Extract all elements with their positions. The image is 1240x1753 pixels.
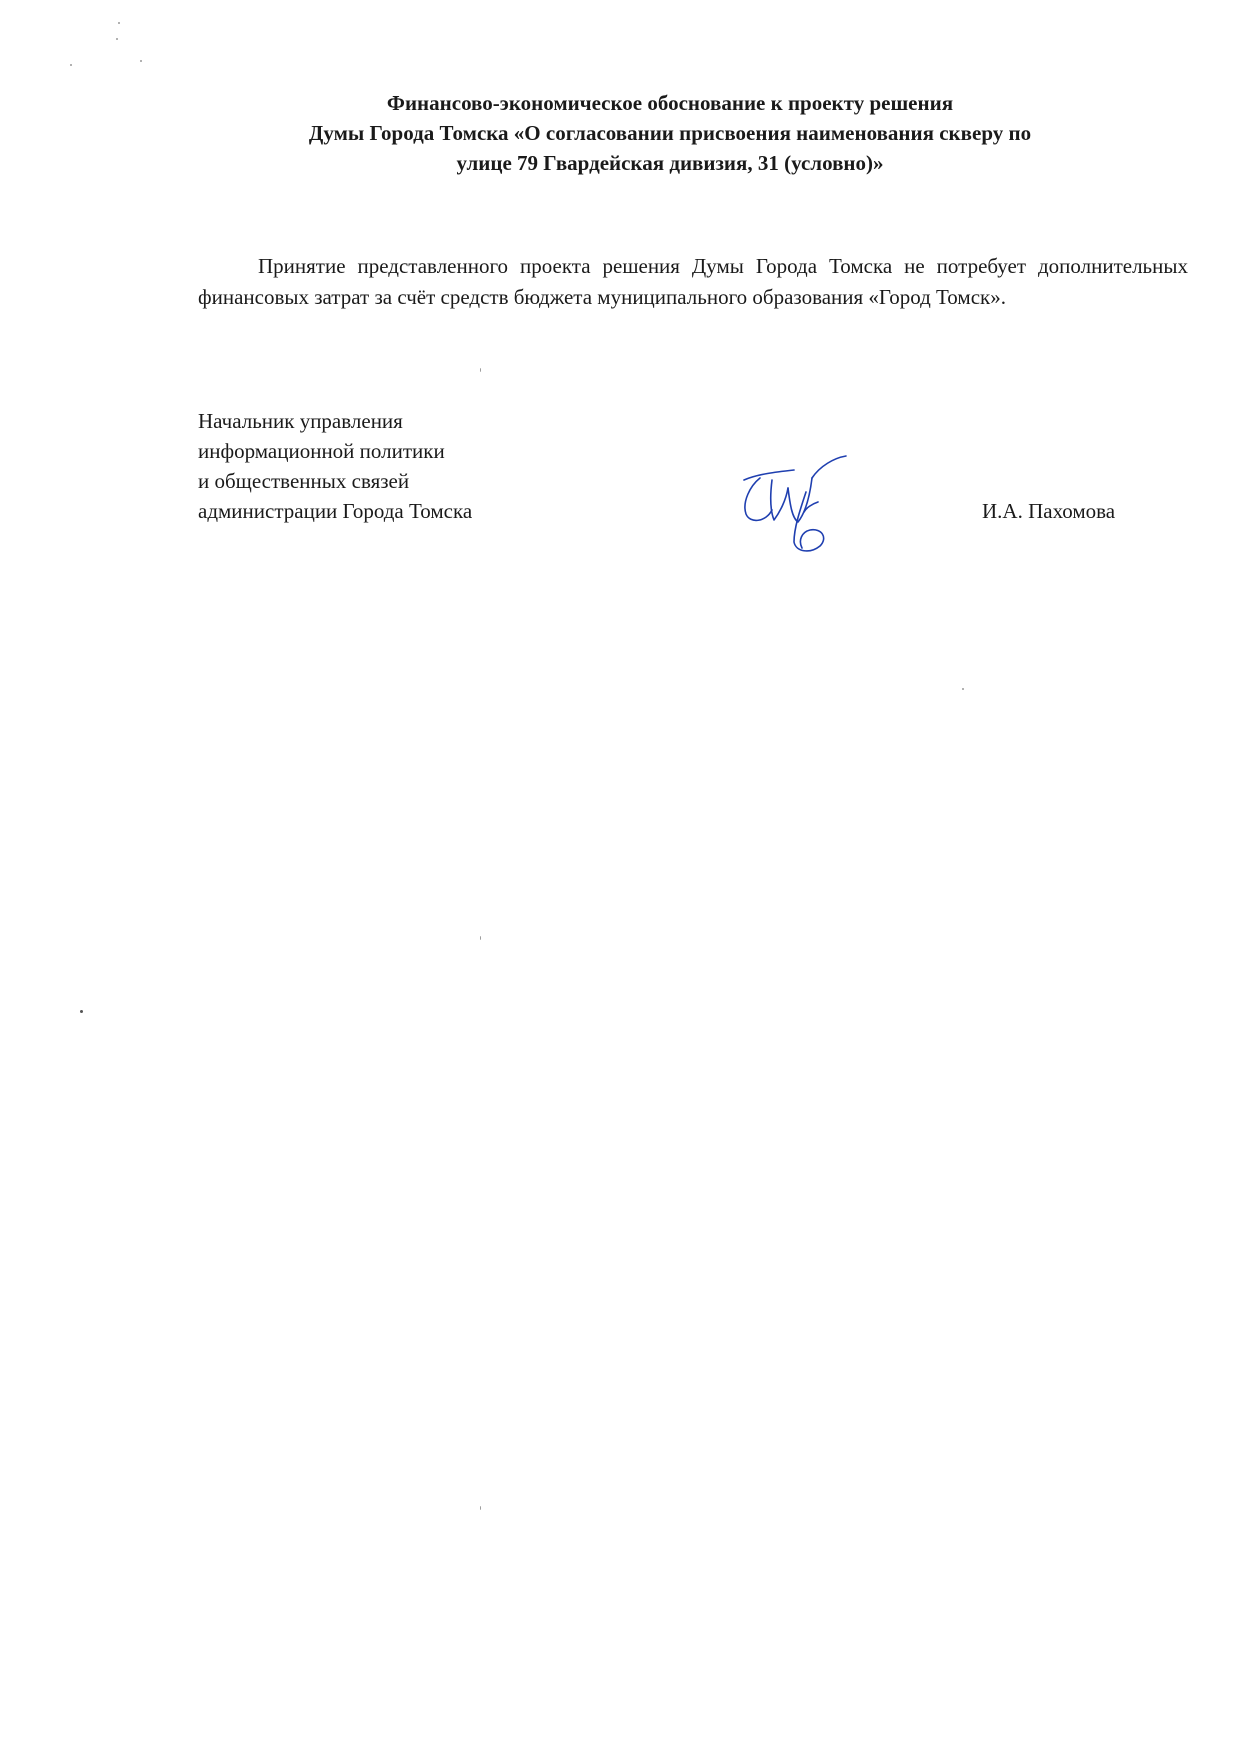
signatory-position [198,406,472,526]
scan-speck [140,60,142,62]
scan-speck [70,64,72,66]
scan-speck [480,1506,481,1510]
scan-speck [80,1010,83,1013]
scan-speck [480,936,481,940]
position-line: и общественных связей [198,469,410,493]
scan-speck [962,688,964,690]
title-line: Думы Города Томска «О согласовании присвоения наименования скверу по [308,121,1032,145]
scan-speck [480,368,481,372]
scan-speck [116,38,118,40]
title-line: улице 79 Гвардейская дивизия, 31 (условно)» [456,151,884,175]
position-line: администрации Города Томска [198,499,473,523]
title-line: Финансово-экономическое обоснование к проекту решения [386,91,954,115]
handwritten-signature [736,452,854,562]
signatory-name: И.А. Пахомова [982,499,1116,523]
position-line: Начальник управления [198,409,403,433]
document-title [240,88,1100,178]
scan-speck [118,22,120,24]
body-paragraph: Принятие представленного проекта решения Думы Города Томска не потребует дополнительных финансовых затрат за счёт средств бюджета муниципального образования «Город Томск». [198,254,1188,309]
position-line: информационной политики [198,439,445,463]
